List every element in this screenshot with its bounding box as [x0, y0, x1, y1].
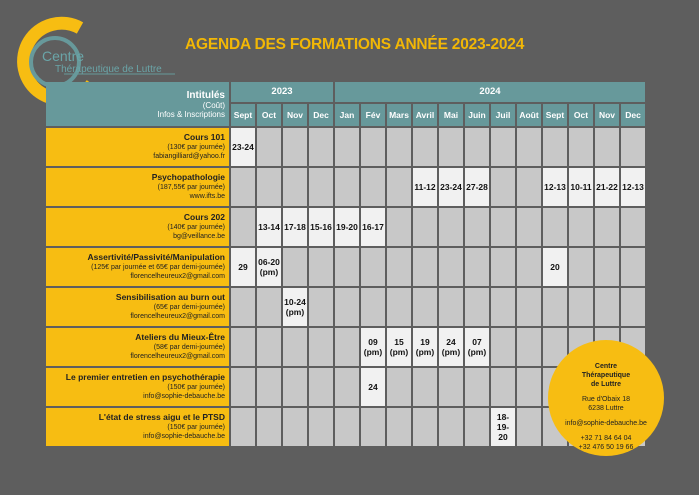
empty-cell	[335, 288, 359, 326]
empty-cell	[309, 128, 333, 166]
empty-cell	[387, 288, 411, 326]
empty-cell	[491, 208, 515, 246]
course-info-cell	[46, 208, 229, 246]
empty-cell	[309, 288, 333, 326]
empty-cell	[569, 208, 593, 246]
contact-street: Rue d'Obaix 18	[581, 396, 631, 403]
empty-cell	[335, 408, 359, 446]
empty-cell	[439, 128, 463, 166]
month-header: Dec	[621, 104, 645, 126]
course-info-cell	[46, 368, 229, 406]
month-header: Nov	[283, 104, 307, 126]
empty-cell	[309, 408, 333, 446]
course-price: (187,55€ par journée)	[157, 184, 225, 191]
empty-cell	[413, 248, 437, 286]
empty-cell	[491, 248, 515, 286]
contact-name-2: Thérapeutique	[581, 372, 631, 379]
contact-name-3: de Luttre	[591, 381, 621, 388]
session-date-cell: 13-14	[257, 208, 281, 246]
course-name: Ateliers du Mieux-Être	[135, 332, 225, 342]
course-price: (150€ par journée)	[167, 424, 225, 431]
course-price: (65€ par demi-journée)	[153, 304, 225, 311]
empty-cell	[465, 128, 489, 166]
empty-cell	[595, 288, 619, 326]
course-name: L'état de stress aigu et le PTSD	[98, 412, 225, 422]
empty-cell	[491, 288, 515, 326]
empty-cell	[465, 208, 489, 246]
contact-city: 6238 Luttre	[588, 405, 624, 412]
empty-cell	[309, 168, 333, 206]
table-row	[46, 208, 645, 246]
empty-cell	[283, 168, 307, 206]
course-contact[interactable]: bg@veillance.be	[173, 233, 225, 240]
empty-cell	[309, 248, 333, 286]
session-date-cell: 19-20	[335, 208, 359, 246]
session-date-cell: 23-24	[231, 128, 255, 166]
empty-cell	[517, 248, 541, 286]
empty-cell	[257, 288, 281, 326]
empty-cell	[283, 328, 307, 366]
empty-cell	[491, 368, 515, 406]
empty-cell	[361, 128, 385, 166]
empty-cell	[231, 368, 255, 406]
empty-cell	[517, 408, 541, 446]
empty-cell	[543, 288, 567, 326]
session-date-cell: 07 (pm)	[465, 328, 489, 366]
course-price: (140€ par journée)	[167, 224, 225, 231]
empty-cell	[517, 208, 541, 246]
empty-cell	[361, 408, 385, 446]
session-date-cell: 29	[231, 248, 255, 286]
empty-cell	[387, 248, 411, 286]
session-date-cell: 21-22	[595, 168, 619, 206]
empty-cell	[257, 328, 281, 366]
empty-cell	[361, 168, 385, 206]
empty-cell	[439, 408, 463, 446]
table-row	[46, 248, 645, 286]
empty-cell	[439, 368, 463, 406]
month-header: Nov	[595, 104, 619, 126]
header-cout: (Coût)	[202, 100, 225, 110]
table-row	[46, 288, 645, 326]
empty-cell	[387, 368, 411, 406]
month-header: Sept	[543, 104, 567, 126]
session-date-cell: 12-13	[621, 168, 645, 206]
table-row	[46, 128, 645, 166]
table-row	[46, 328, 645, 366]
session-date-cell: 15 (pm)	[387, 328, 411, 366]
month-header: Juil	[491, 104, 515, 126]
empty-cell	[387, 208, 411, 246]
contact-phone-1[interactable]: +32 71 84 64 04	[580, 435, 632, 442]
empty-cell	[231, 288, 255, 326]
empty-cell	[231, 408, 255, 446]
course-info-cell	[46, 128, 229, 166]
empty-cell	[491, 128, 515, 166]
month-header: Oct	[257, 104, 281, 126]
course-price: (150€ par journée)	[167, 384, 225, 391]
empty-cell	[569, 288, 593, 326]
empty-cell	[465, 248, 489, 286]
month-header: Avril	[413, 104, 437, 126]
course-name: Cours 101	[183, 132, 225, 142]
empty-cell	[439, 208, 463, 246]
session-date-cell: 06-20 (pm)	[257, 248, 281, 286]
empty-cell	[387, 408, 411, 446]
session-date-cell: 17-18	[283, 208, 307, 246]
empty-cell	[361, 288, 385, 326]
course-price: (125€ par journée et 65€ par demi-journée)	[91, 264, 225, 271]
empty-cell	[283, 408, 307, 446]
course-contact[interactable]: fabiangilliard@yahoo.fr	[153, 153, 225, 160]
course-name: Cours 202	[183, 212, 225, 222]
session-date-cell: 24 (pm)	[439, 328, 463, 366]
empty-cell	[491, 328, 515, 366]
contact-phone-2[interactable]: +32 476 50 19 66	[578, 444, 634, 451]
session-date-cell: 19 (pm)	[413, 328, 437, 366]
empty-cell	[231, 168, 255, 206]
empty-cell	[517, 368, 541, 406]
empty-cell	[387, 128, 411, 166]
empty-cell	[413, 408, 437, 446]
empty-cell	[621, 208, 645, 246]
course-name: Sensibilisation au burn out	[115, 292, 225, 302]
empty-cell	[621, 128, 645, 166]
session-date-cell: 09 (pm)	[361, 328, 385, 366]
session-date-cell: 23-24	[439, 168, 463, 206]
course-contact[interactable]: www.ifts.be	[189, 193, 225, 200]
empty-cell	[569, 248, 593, 286]
empty-cell	[257, 408, 281, 446]
empty-cell	[413, 208, 437, 246]
empty-cell	[621, 248, 645, 286]
empty-cell	[595, 208, 619, 246]
session-date-cell: 12-13	[543, 168, 567, 206]
logo-word-centre: Centre	[42, 48, 85, 64]
course-name: Psychopathologie	[151, 172, 225, 182]
empty-cell	[413, 368, 437, 406]
session-date-cell: 15-16	[309, 208, 333, 246]
empty-cell	[335, 248, 359, 286]
contact-badge	[548, 340, 664, 456]
session-date-cell: 18-19- 20	[491, 408, 515, 446]
empty-cell	[231, 208, 255, 246]
empty-cell	[257, 128, 281, 166]
empty-cell	[465, 368, 489, 406]
empty-cell	[465, 288, 489, 326]
empty-cell	[517, 168, 541, 206]
course-contact[interactable]: florencelheureux2@gmail.com	[130, 273, 225, 280]
course-contact[interactable]: florencelheureux2@gmail.com	[130, 353, 225, 360]
empty-cell	[595, 128, 619, 166]
month-header: Juin	[465, 104, 489, 126]
month-header: Jan	[335, 104, 359, 126]
course-name: Assertivité/Passivité/Manipulation	[87, 252, 225, 262]
empty-cell	[439, 288, 463, 326]
empty-cell	[283, 128, 307, 166]
year-2023: 2023	[231, 82, 333, 102]
empty-cell	[517, 328, 541, 366]
empty-cell	[335, 168, 359, 206]
empty-cell	[335, 128, 359, 166]
empty-cell	[257, 368, 281, 406]
month-header: Dec	[309, 104, 333, 126]
empty-cell	[283, 248, 307, 286]
page-title: AGENDA DES FORMATIONS ANNÉE 2023-2024	[185, 36, 525, 53]
empty-cell	[387, 168, 411, 206]
empty-cell	[361, 248, 385, 286]
course-info-cell	[46, 248, 229, 286]
empty-cell	[491, 168, 515, 206]
month-header: Sept	[231, 104, 255, 126]
session-date-cell: 10-24 (pm)	[283, 288, 307, 326]
header-intitules: Intitulés	[186, 89, 225, 101]
course-info-cell	[46, 288, 229, 326]
empty-cell	[283, 368, 307, 406]
course-info-cell	[46, 328, 229, 366]
session-date-cell: 10-11	[569, 168, 593, 206]
empty-cell	[569, 128, 593, 166]
empty-cell	[413, 128, 437, 166]
empty-cell	[335, 368, 359, 406]
course-price: (58€ par demi-journée)	[153, 344, 225, 351]
empty-cell	[309, 328, 333, 366]
header-label-cell	[46, 82, 229, 126]
logo-word-therapeutique: Thérapeutique de Luttre	[55, 64, 162, 75]
session-date-cell: 24	[361, 368, 385, 406]
empty-cell	[231, 328, 255, 366]
empty-cell	[621, 288, 645, 326]
contact-email[interactable]: info@sophie-debauche.be	[565, 420, 647, 427]
month-header: Oct	[569, 104, 593, 126]
empty-cell	[413, 288, 437, 326]
course-name: Le premier entretien en psychothérapie	[65, 372, 225, 382]
session-date-cell: 11-12	[413, 168, 437, 206]
empty-cell	[335, 328, 359, 366]
empty-cell	[595, 248, 619, 286]
course-info-cell	[46, 408, 229, 446]
contact-name-1: Centre	[594, 363, 618, 370]
month-header: Août	[517, 104, 541, 126]
month-header: Mai	[439, 104, 463, 126]
month-header: Fév	[361, 104, 385, 126]
empty-cell	[309, 368, 333, 406]
session-date-cell: 16-17	[361, 208, 385, 246]
empty-cell	[465, 408, 489, 446]
empty-cell	[517, 288, 541, 326]
session-date-cell: 27-28	[465, 168, 489, 206]
empty-cell	[257, 168, 281, 206]
course-contact[interactable]: info@sophie-debauche.be	[143, 433, 225, 440]
year-2024: 2024	[335, 82, 645, 102]
empty-cell	[439, 248, 463, 286]
table-row	[46, 168, 645, 206]
course-price: (130€ par journée)	[167, 144, 225, 151]
empty-cell	[517, 128, 541, 166]
course-contact[interactable]: info@sophie-debauche.be	[143, 393, 225, 400]
course-contact[interactable]: florencelheureux2@gmail.com	[130, 313, 225, 320]
empty-cell	[543, 208, 567, 246]
empty-cell	[543, 128, 567, 166]
month-header: Mars	[387, 104, 411, 126]
session-date-cell: 20	[543, 248, 567, 286]
course-info-cell	[46, 168, 229, 206]
header-infos: Infos & Inscriptions	[157, 109, 225, 119]
